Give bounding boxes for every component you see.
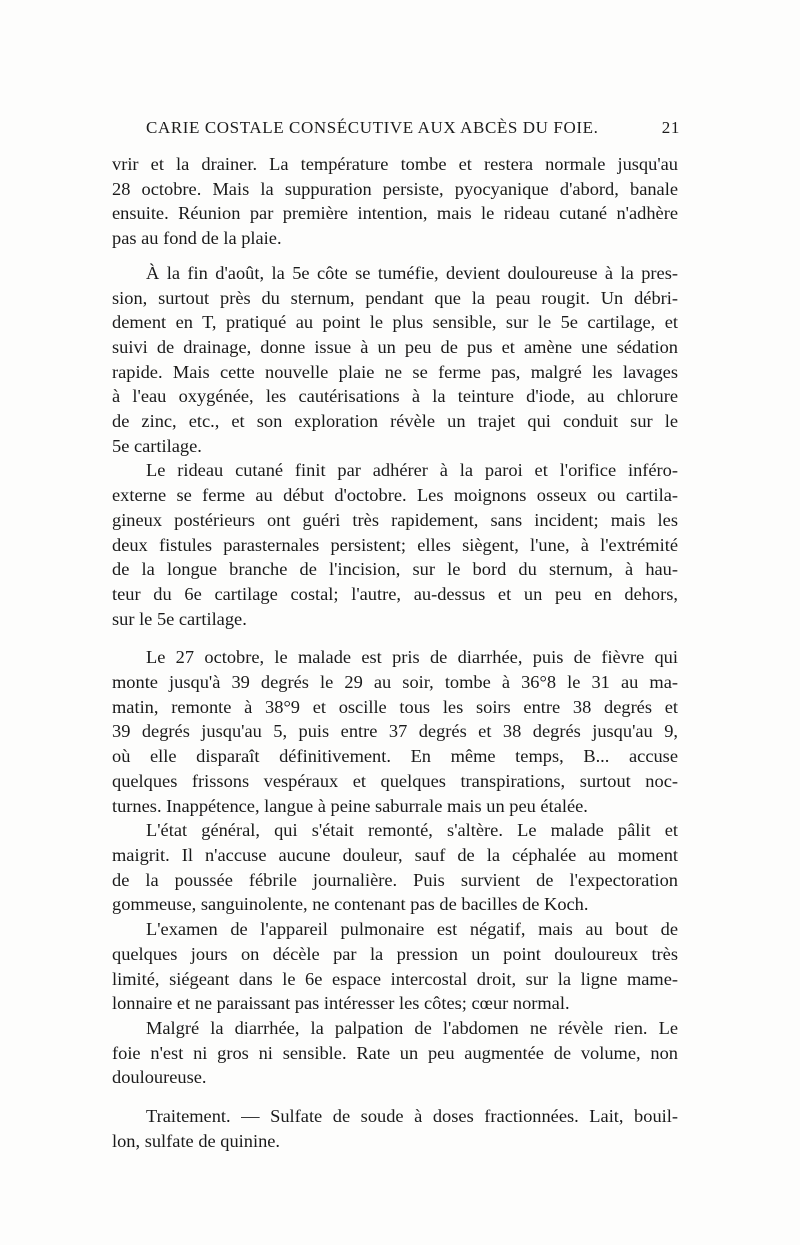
paragraph xyxy=(112,1104,678,1153)
paragraph xyxy=(112,818,678,917)
paragraph xyxy=(112,917,678,1016)
text-line: Malgré la diarrhée, la palpation de l'abdomen ne révèle rien. Le xyxy=(146,1017,678,1038)
page-number: 21 xyxy=(661,118,680,137)
text-line: ensuite. Réunion par première intention, mais le rideau cutané n'adhère xyxy=(112,203,678,224)
text-line: pas au fond de la plaie. xyxy=(112,228,282,249)
paragraph xyxy=(112,1016,678,1090)
text-line: L'examen de l'appareil pulmonaire est négatif, mais au bout de xyxy=(146,919,678,940)
text-line: À la fin d'août, la 5e côte se tuméfie, devient douloureuse à la pres- xyxy=(146,262,678,283)
text-line: gineux postérieurs ont guéri très rapidement, sans incident; mais les xyxy=(112,509,678,530)
running-head-title: CARIE COSTALE CONSÉCUTIVE AUX ABCÈS DU FOIE. xyxy=(146,118,599,137)
body-text xyxy=(112,152,678,1153)
paragraph xyxy=(112,152,678,251)
text-line: Traitement. — Sulfate de soude à doses fractionnées. Lait, bouil- xyxy=(146,1106,678,1127)
text-line: de la poussée fébrile journalière. Puis survient de l'expectoration xyxy=(112,869,678,890)
text-line: sur le 5e cartilage. xyxy=(112,608,247,629)
running-head xyxy=(146,118,684,142)
text-line: quelques jours on décèle par la pression un point douloureux très xyxy=(112,943,678,964)
text-line: monte jusqu'à 39 degrés le 29 au soir, tombe à 36°8 le 31 au ma- xyxy=(112,672,678,693)
text-line: Le 27 octobre, le malade est pris de diarrhée, puis de fièvre qui xyxy=(146,647,678,668)
text-line: lon, sulfate de quinine. xyxy=(112,1130,281,1151)
text-line: sion, surtout près du sternum, pendant que la peau rougit. Un débri- xyxy=(112,287,678,308)
paragraph xyxy=(112,458,678,631)
text-line: Le rideau cutané finit par adhérer à la paroi et l'orifice inféro- xyxy=(146,460,678,481)
text-line: où elle disparaît définitivement. En même temps, B... accuse xyxy=(112,746,678,767)
text-line: limité, siégeant dans le 6e espace intercostal droit, sur la ligne mame- xyxy=(112,968,678,989)
text-line: 5e cartilage. xyxy=(112,435,202,456)
text-line: quelques frissons vespéraux et quelques transpirations, surtout noc- xyxy=(112,770,678,791)
text-line: maigrit. Il n'accuse aucune douleur, sauf de la céphalée au moment xyxy=(112,844,678,865)
paragraph xyxy=(112,645,678,818)
text-line: de zinc, etc., et son exploration révèle un trajet qui conduit sur le xyxy=(112,411,678,432)
text-line: foie n'est ni gros ni sensible. Rate un peu augmentée de volume, non xyxy=(112,1042,678,1063)
text-line: turnes. Inappétence, langue à peine saburrale mais un peu étalée. xyxy=(112,795,588,816)
text-line: de la longue branche de l'incision, sur le bord du sternum, à hau- xyxy=(112,559,678,580)
text-line: deux fistules parasternales persistent; elles siègent, l'une, à l'extrémité xyxy=(112,534,678,555)
text-line: 28 octobre. Mais la suppuration persiste, pyocyanique d'abord, banale xyxy=(112,178,678,199)
text-line: dement en T, pratiqué au point le plus sensible, sur le 5e cartilage, et xyxy=(112,312,678,333)
text-line: L'état général, qui s'était remonté, s'altère. Le malade pâlit et xyxy=(146,820,678,841)
text-line: vrir et la drainer. La température tombe et restera normale jusqu'au xyxy=(112,154,678,174)
text-line: gommeuse, sanguinolente, ne contenant pas de bacilles de Koch. xyxy=(112,894,589,915)
text-line: externe se ferme au début d'octobre. Les moignons osseux ou cartila- xyxy=(112,485,678,506)
text-line: rapide. Mais cette nouvelle plaie ne se ferme pas, malgré les lavages xyxy=(112,361,678,382)
paragraph xyxy=(112,261,678,459)
text-line: à l'eau oxygénée, les cautérisations à la teinture d'iode, au chlorure xyxy=(112,386,678,407)
text-line: lonnaire et ne paraissant pas intéresser les côtes; cœur normal. xyxy=(112,993,570,1014)
text-line: douloureuse. xyxy=(112,1067,207,1088)
text-line: suivi de drainage, donne issue à un peu de pus et amène une sédation xyxy=(112,336,678,357)
text-line: matin, remonte à 38°9 et oscille tous les soirs entre 38 degrés et xyxy=(112,696,678,717)
text-line: 39 degrés jusqu'au 5, puis entre 37 degrés et 38 degrés jusqu'au 9, xyxy=(112,721,678,742)
text-line: teur du 6e cartilage costal; l'autre, au-dessus et un peu en dehors, xyxy=(112,583,678,604)
